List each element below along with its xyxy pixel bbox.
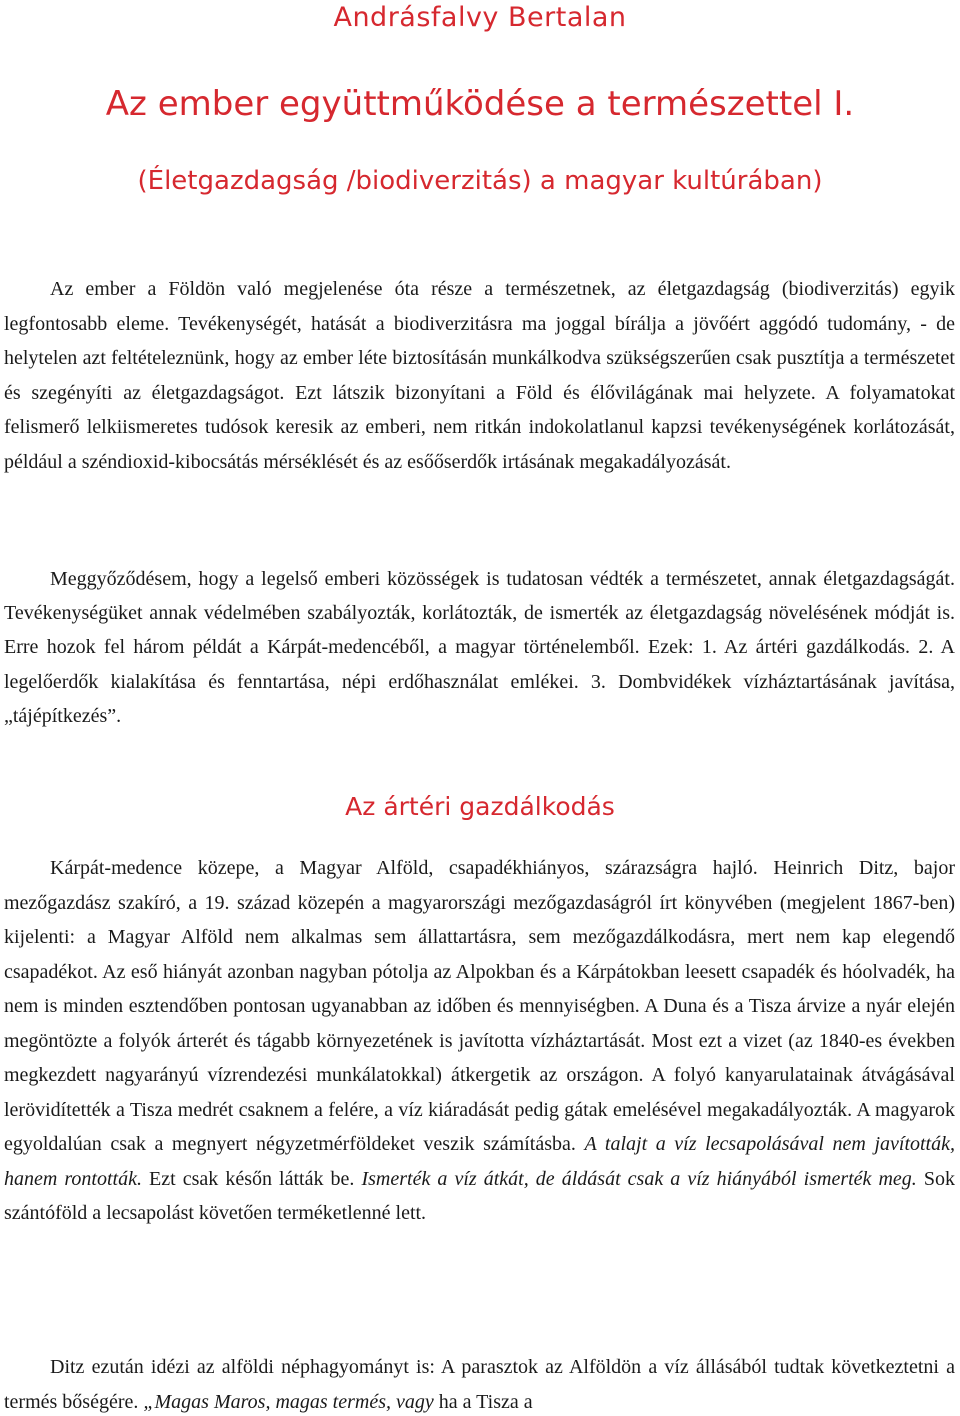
- paragraph-text: ha a Tisza a: [433, 1390, 533, 1413]
- document-subtitle: (Életgazdagság /biodiverzitás) a magyar kultúrában): [137, 166, 823, 196]
- author-name: Andrásfalvy Bertalan: [333, 2, 627, 33]
- paragraph-text: Ditz ezután idézi az alföldi néphagyományt is: A parasztok az Alföldön a víz állásából tudtak következtetni a termés bőségére.: [4, 1356, 955, 1413]
- paragraph-intro: Az ember a Földön való megjelenése óta része a természetnek, az életgazdagság (biodiverzitás) egyik legfontosabb eleme. Tevékenységét, hatását a biodiverzitásra ma joggal bírálja a jövőért aggódó tudomány, - de helytelen azt feltételeznünk, hogy az ember léte biztosításán munkálkodva szükségszerűen csak pusztítja a természetet és szegényíti az életgazdagságot. Ezt látszik bizonyítani a Föld és élővilágának mai helyzete. A folyamatokat felismerő lelkiismeretes tudósok keresik az emberi, nem ritkán indokolatlanul kapzsi tevékenységének korlátozását, például a széndioxid-kibocsátás mérséklését és az esőőserdők irtásának megakadályozását.: [4, 278, 955, 473]
- paragraph-floodplain: [4, 851, 955, 1231]
- section-heading: Az ártéri gazdálkodás: [345, 792, 615, 821]
- paragraph-folk-tradition: [4, 1350, 955, 1416]
- paragraph-text: Sok szántóföld a lecsapolást követően terméketlenné lett.: [4, 1167, 955, 1224]
- paragraph-conviction: Meggyőződésem, hogy a legelső emberi közösségek is tudatosan védték a természetet, annak életgazdagságát. Tevékenységüket annak védelmében szabályozták, korlátozták, de ismerték az életgazdagság növelésének módját is. Erre hozok fel három példát a Kárpát-medencéből, a magyar történelemből. Ezek: 1. Az ártéri gazdálkodás. 2. A legelőerdők kialakítása és fenntartása, népi erdőhasználat emlékei. 3. Dombvidékek vízháztartásának javítása, „tájépítkezés”.: [4, 568, 955, 727]
- italic-quote: A talajt a víz lecsapolásával nem javították, hanem rontották.: [4, 1133, 955, 1190]
- document-title: Az ember együttműködése a természettel I.: [105, 84, 855, 124]
- paragraph-text: Kárpát-medence közepe, a Magyar Alföld, csapadékhiányos, szárazságra hajló. Heinrich Ditz, bajor mezőgazdász szakíró, a 19. század közepén a magyarországi mezőgazdaságról írt könyvében (megjelent 1867-ben) kijelenti: a Magyar Alföld nem alkalmas sem állattartásra, sem mezőgazdálkodásra, mert nem kap elegendő csapadékot. Az eső hiányát azonban nagyban pótolja az Alpokban és a Kárpátokban leesett csapadék és hóolvadék, ha nem is minden esztendőben pontosan ugyanabban az időben és mennyiségben. A Duna és a Tisza árvize a nyár elején megöntözte a folyók árterét és tágabb környezetének is javította vízháztartását. Most ezt a vizet (az 1840-es években megkezdett nagyarányú vízrendezési munkálatokkal) átkergetik az országon. A folyó kanyarulatainak átvágásával lerövidítették a Tisza medrét csaknem a felére, a víz kiáradását pedig gátak emelésével megakadályozták. A magyarok egyoldalúan csak a megnyert négyzetmérföldeket veszik számításba.: [4, 857, 955, 1155]
- italic-quote: Ismerték a víz átkát, de áldását csak a víz hiányából ismerték meg.: [361, 1167, 917, 1190]
- paragraph-text: Ezt csak későn látták be.: [141, 1167, 362, 1190]
- italic-quote: „Magas Maros, magas termés, vagy: [143, 1390, 434, 1413]
